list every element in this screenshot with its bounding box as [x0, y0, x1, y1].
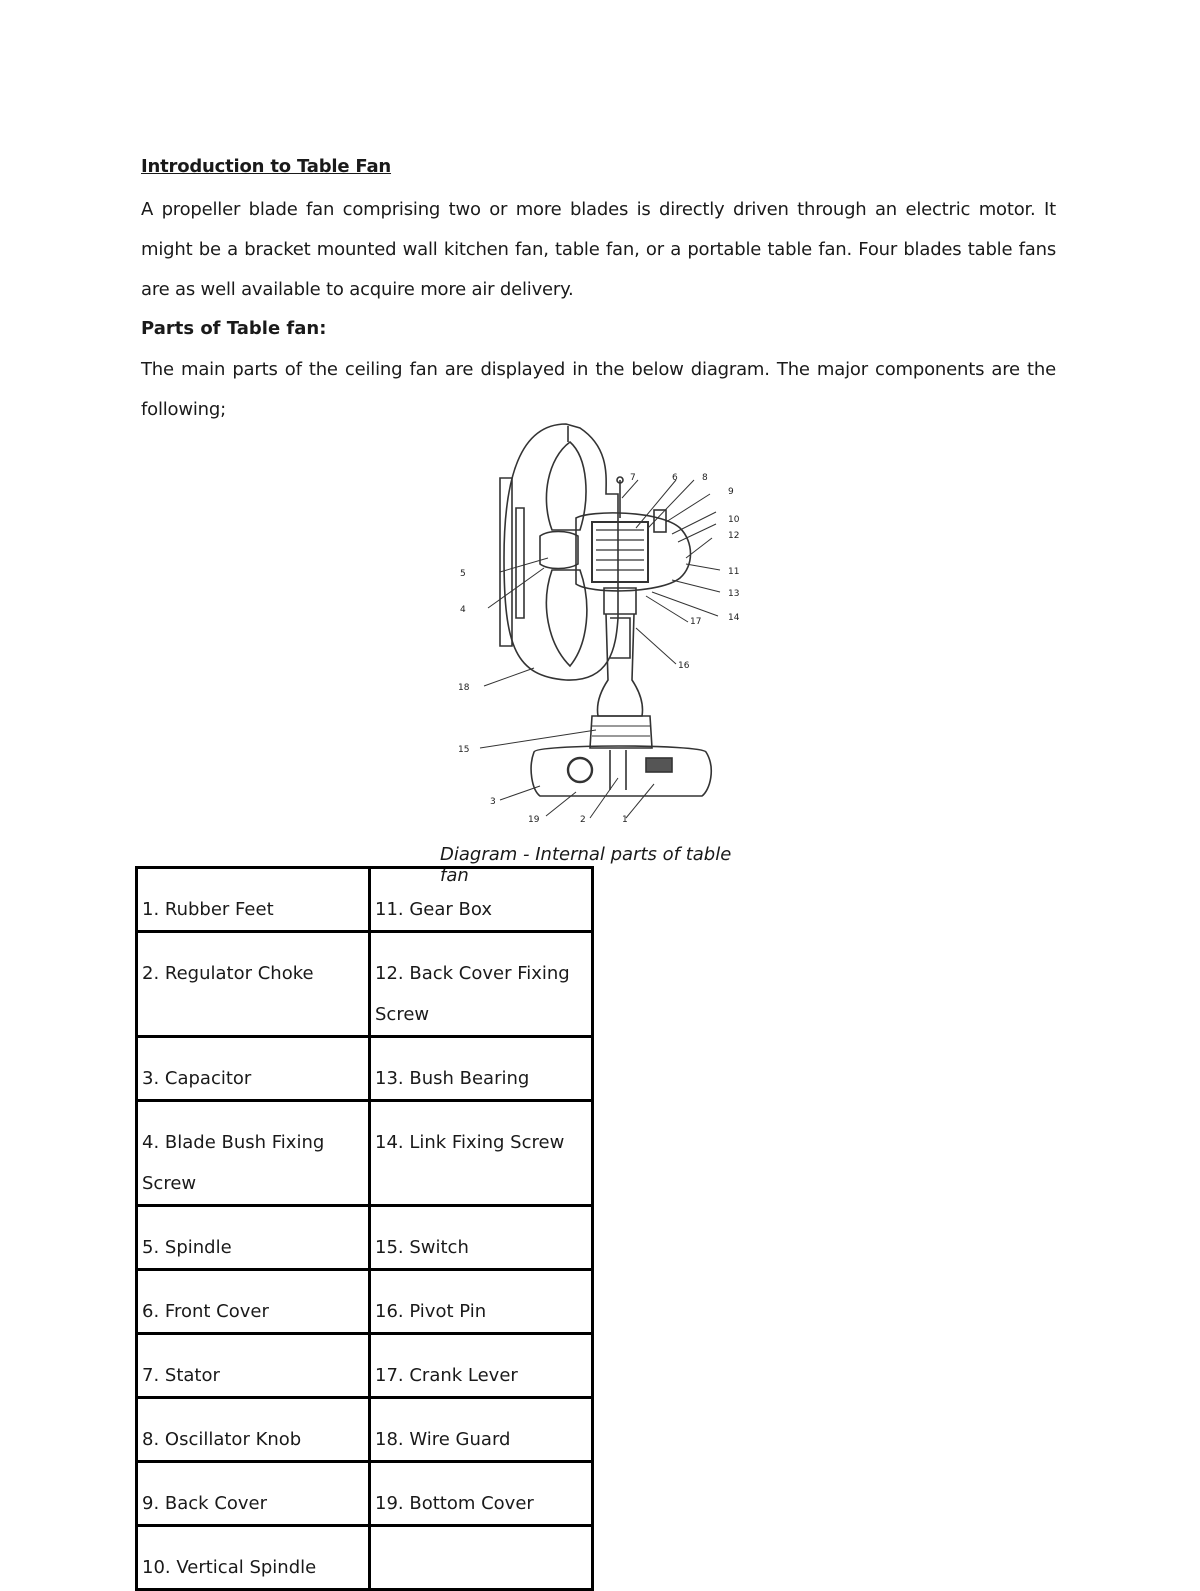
stator: [592, 522, 648, 582]
table-row: [137, 1037, 593, 1101]
table-fan-diagram: [440, 418, 740, 830]
table-cell: 14. Link Fixing Screw: [370, 1101, 593, 1206]
fan-base: [531, 746, 711, 796]
diagram-label-7: 7: [630, 473, 636, 483]
diagram-label-9: 9: [728, 487, 734, 497]
diagram-label-16: 16: [678, 661, 690, 671]
table-cell: 18. Wire Guard: [370, 1398, 593, 1462]
intro-paragraph: A propeller blade fan comprising two or more blades is directly driven through an electric motor. It might be a bracket mounted wall kitchen fan, table fan, or a portable table fan. Four blades table fans are as well available to acquire more air delivery.: [141, 199, 1056, 300]
lower-blade: [546, 570, 586, 666]
parts-table: [135, 866, 594, 1591]
diagram-label-4: 4: [460, 605, 466, 615]
diagram-caption: Diagram - Internal parts of table fan: [440, 844, 732, 886]
table-cell: 7. Stator: [137, 1334, 370, 1398]
diagram-label-3: 3: [490, 797, 496, 807]
table-cell: 4. Blade Bush Fixing Screw: [137, 1101, 370, 1206]
capacitor: [568, 758, 592, 782]
table-cell: 10. Vertical Spindle: [137, 1526, 370, 1590]
table-cell: 13. Bush Bearing: [370, 1037, 593, 1101]
diagram-label-2: 2: [580, 815, 586, 825]
wire-guard-outline: [504, 424, 618, 680]
diagram-label-14: 14: [728, 613, 740, 623]
blade-hub: [540, 532, 578, 569]
table-cell: 11. Gear Box: [370, 868, 593, 932]
diagram-label-17: 17: [690, 617, 702, 627]
table-cell: 3. Capacitor: [137, 1037, 370, 1101]
table-row: [137, 1398, 593, 1462]
guard-front-rim: [500, 478, 512, 646]
table-cell: 12. Back Cover Fixing Screw: [370, 932, 593, 1037]
diagram-label-18: 18: [458, 683, 470, 693]
diagram-label-5: 5: [460, 569, 466, 579]
table-cell: 6. Front Cover: [137, 1270, 370, 1334]
table-row: [137, 868, 593, 932]
diagram-label-1: 1: [622, 815, 628, 825]
table-cell: 9. Back Cover: [137, 1462, 370, 1526]
table-cell: 17. Crank Lever: [370, 1334, 593, 1398]
diagram-label-11: 11: [728, 567, 740, 577]
stand-neck: [604, 588, 636, 614]
diagram-label-19: 19: [528, 815, 540, 825]
parts-subheading: Parts of Table fan:: [141, 318, 327, 339]
table-row: [137, 1101, 593, 1206]
table-row: [137, 1270, 593, 1334]
table-cell: 5. Spindle: [137, 1206, 370, 1270]
table-row: [137, 1462, 593, 1526]
diagram-label-6: 6: [672, 473, 678, 483]
diagram-label-8: 8: [702, 473, 708, 483]
diagram-label-13: 13: [728, 589, 740, 599]
table-row: [137, 932, 593, 1037]
table-cell: 1. Rubber Feet: [137, 868, 370, 932]
motor-housing: [576, 513, 691, 591]
table-cell: 19. Bottom Cover: [370, 1462, 593, 1526]
parts-paragraph: The main parts of the ceiling fan are displayed in the below diagram. The major components are the following;: [141, 359, 1056, 420]
table-cell: 2. Regulator Choke: [137, 932, 370, 1037]
table-row: [137, 1206, 593, 1270]
table-cell: [370, 1526, 593, 1590]
diagram-label-10: 10: [728, 515, 740, 525]
section-heading: Introduction to Table Fan: [141, 156, 392, 177]
oscillator-knob: [654, 510, 666, 532]
table-cell: 15. Switch: [370, 1206, 593, 1270]
table-row: [137, 1334, 593, 1398]
diagram-label-12: 12: [728, 531, 740, 541]
diagram-label-15: 15: [458, 745, 470, 755]
table-row: [137, 1526, 593, 1590]
table-cell: 8. Oscillator Knob: [137, 1398, 370, 1462]
table-cell: 16. Pivot Pin: [370, 1270, 593, 1334]
switch-collar: [590, 716, 652, 748]
